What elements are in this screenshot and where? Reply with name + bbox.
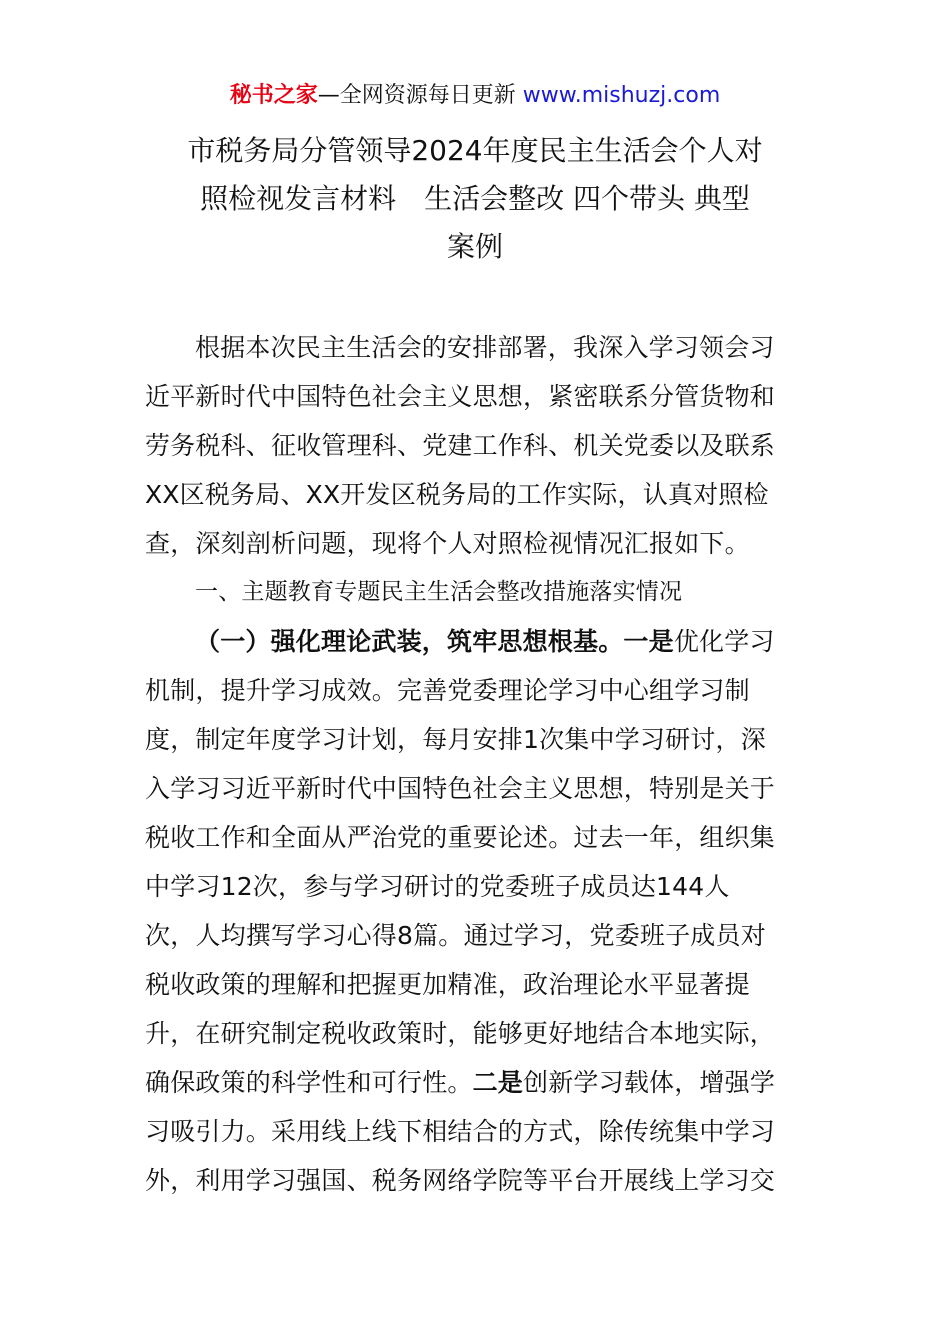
body-text-fragment: 创新学习载体，增强学 <box>523 1068 776 1097</box>
body-line: 次，人均撰写学习心得8篇。通过学习，党委班子成员对 <box>145 921 766 950</box>
document-body <box>145 323 810 1205</box>
subsection-heading: （一）强化理论武装，筑牢思想根基。一是 <box>195 627 674 656</box>
body-line: XX区税务局、XX开发区税务局的工作实际，认真对照检 <box>145 480 769 509</box>
subsection-line <box>145 617 810 666</box>
body-line: 机制，提升学习成效。完善党委理论学习中心组学习制 <box>145 676 750 705</box>
title-line: 照检视发言材料 生活会整改 四个带头 典型 <box>200 182 750 215</box>
body-line: 习吸引力。采用线上线下相结合的方式，除传统集中学习 <box>145 1117 776 1146</box>
body-line: 度，制定年度学习计划，每月安排1次集中学习研讨，深 <box>145 725 766 754</box>
site-header <box>0 80 950 112</box>
body-line-mixed <box>145 1058 810 1107</box>
body-line: 中学习12次，参与学习研讨的党委班子成员达144人 <box>145 872 730 901</box>
title-line: 案例 <box>446 230 503 263</box>
document-title <box>145 127 805 271</box>
title-line: 市税务局分管领导2024年度民主生活会个人对 <box>187 134 763 167</box>
body-line: 入学习习近平新时代中国特色社会主义思想，特别是关于 <box>145 774 776 803</box>
body-line: 税收政策的理解和把握更加精准，政治理论水平显著提 <box>145 970 750 999</box>
body-line: 查，深刻剖析问题，现将个人对照检视情况汇报如下。 <box>145 529 750 558</box>
body-line: 税收工作和全面从严治党的重要论述。过去一年，组织集 <box>145 823 776 852</box>
body-text-fragment: 优化学习 <box>673 627 775 656</box>
body-line: 根据本次民主生活会的安排部署，我深入学习领会习 <box>195 333 775 362</box>
emphasis-text: 二是 <box>472 1068 524 1097</box>
body-line: 升，在研究制定税收政策时，能够更好地结合本地实际， <box>145 1019 776 1048</box>
site-brand: 秘书之家 <box>229 83 318 108</box>
body-line: 外，利用学习强国、税务网络学院等平台开展线上学习交 <box>145 1166 776 1195</box>
body-line: 近平新时代中国特色社会主义思想，紧密联系分管货物和 <box>145 382 776 411</box>
section-heading: 一、主题教育专题民主生活会整改措施落实情况 <box>195 579 683 605</box>
body-text-fragment: 确保政策的科学性和可行性。 <box>145 1068 473 1097</box>
site-url-link[interactable]: www.mishuzj.com <box>522 83 721 108</box>
body-line: 劳务税科、征收管理科、党建工作科、机关党委以及联系 <box>145 431 776 460</box>
site-tagline: —全网资源每日更新 <box>317 83 516 108</box>
